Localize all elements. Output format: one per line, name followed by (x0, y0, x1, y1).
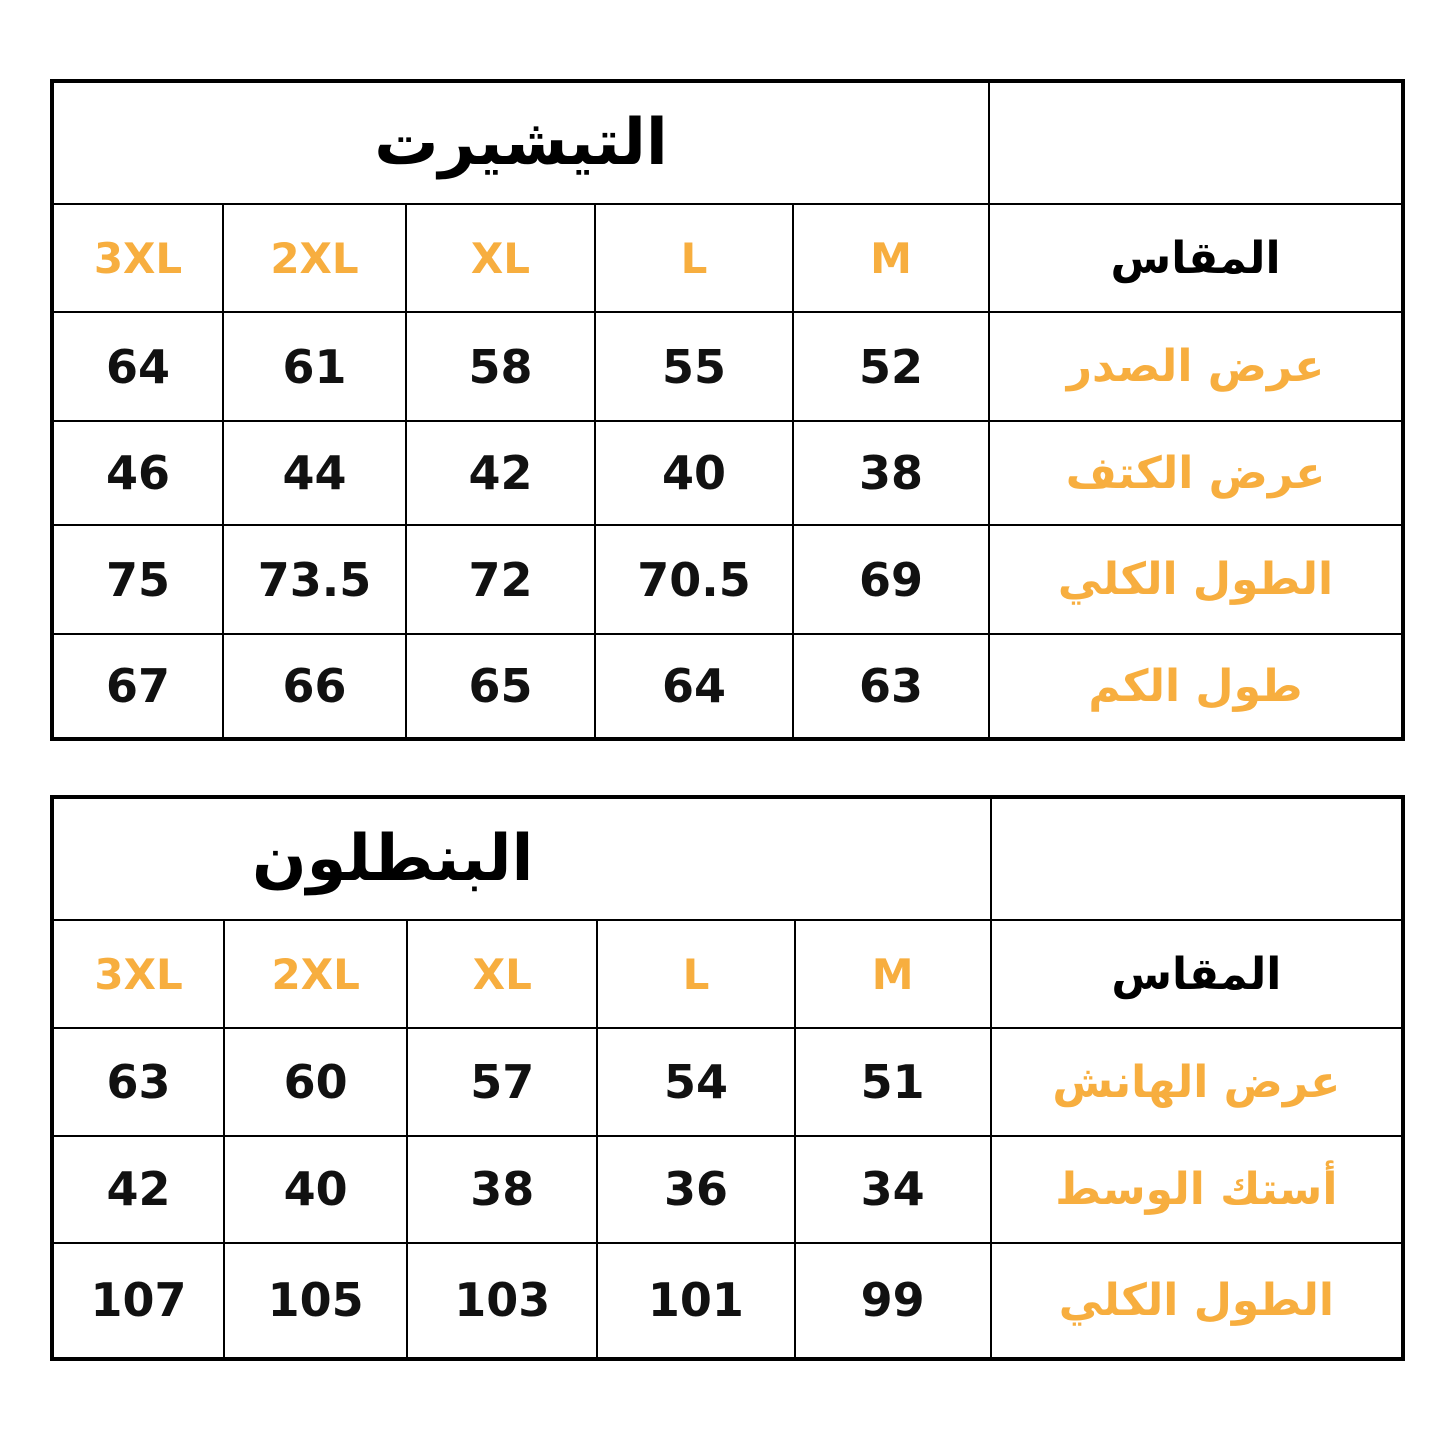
pants-length-2xl: 105 (224, 1243, 407, 1359)
tshirt-size-table (50, 79, 1405, 741)
tshirt-size-xl: XL (406, 204, 595, 312)
pants-waist-l: 36 (597, 1136, 794, 1242)
tshirt-length-m: 69 (793, 525, 989, 634)
pants-hip-label: عرض الهانش (991, 1028, 1403, 1136)
tshirt-size-3xl: 3XL (52, 204, 223, 312)
tshirt-length-xl: 72 (406, 525, 595, 634)
tshirt-sleeve-3xl: 67 (52, 634, 223, 739)
pants-title-row (52, 797, 1403, 920)
tshirt-shoulder-2xl: 44 (223, 421, 406, 525)
pants-size-3xl: 3XL (52, 920, 224, 1027)
table-row (52, 634, 1403, 739)
pants-waist-xl: 38 (407, 1136, 597, 1242)
tshirt-size-m: M (793, 204, 989, 312)
pants-size-l: L (597, 920, 794, 1027)
tshirt-size-header-row (52, 204, 1403, 312)
tshirt-size-label: المقاس (989, 204, 1403, 312)
table-row (52, 1243, 1403, 1359)
tshirt-chest-l: 55 (595, 312, 793, 421)
tshirt-length-3xl: 75 (52, 525, 223, 634)
pants-title-blank-cell (991, 797, 1403, 920)
table-row (52, 312, 1403, 421)
pants-size-table (50, 795, 1405, 1361)
tshirt-shoulder-m: 38 (793, 421, 989, 525)
tshirt-shoulder-xl: 42 (406, 421, 595, 525)
tshirt-length-l: 70.5 (595, 525, 793, 634)
pants-size-header-row (52, 920, 1403, 1027)
pants-hip-l: 54 (597, 1028, 794, 1136)
tshirt-shoulder-3xl: 46 (52, 421, 223, 525)
tshirt-size-2xl: 2XL (223, 204, 406, 312)
pants-length-label: الطول الكلي (991, 1243, 1403, 1359)
pants-size-xl: XL (407, 920, 597, 1027)
tshirt-chest-xl: 58 (406, 312, 595, 421)
tshirt-sleeve-2xl: 66 (223, 634, 406, 739)
pants-hip-m: 51 (795, 1028, 991, 1136)
tshirt-sleeve-label: طول الكم (989, 634, 1403, 739)
pants-waist-3xl: 42 (52, 1136, 224, 1242)
pants-length-l: 101 (597, 1243, 794, 1359)
table-row (52, 421, 1403, 525)
pants-waist-m: 34 (795, 1136, 991, 1242)
pants-length-m: 99 (795, 1243, 991, 1359)
table-row (52, 1028, 1403, 1136)
tshirt-chest-3xl: 64 (52, 312, 223, 421)
tshirt-title-row (52, 81, 1403, 204)
tshirt-title: التيشيرت (52, 81, 989, 204)
pants-size-2xl: 2XL (224, 920, 407, 1027)
table-row (52, 525, 1403, 634)
tshirt-length-2xl: 73.5 (223, 525, 406, 634)
tshirt-chest-m: 52 (793, 312, 989, 421)
tshirt-chest-2xl: 61 (223, 312, 406, 421)
tshirt-shoulder-label: عرض الكتف (989, 421, 1403, 525)
tshirt-size-l: L (595, 204, 793, 312)
pants-waist-label: أستك الوسط (991, 1136, 1403, 1242)
pants-hip-xl: 57 (407, 1028, 597, 1136)
tshirt-sleeve-m: 63 (793, 634, 989, 739)
pants-size-label: المقاس (991, 920, 1403, 1027)
pants-length-xl: 103 (407, 1243, 597, 1359)
pants-waist-2xl: 40 (224, 1136, 407, 1242)
pants-size-m: M (795, 920, 991, 1027)
pants-hip-2xl: 60 (224, 1028, 407, 1136)
tshirt-shoulder-l: 40 (595, 421, 793, 525)
tshirt-sleeve-l: 64 (595, 634, 793, 739)
table-row (52, 1136, 1403, 1242)
tshirt-chest-label: عرض الصدر (989, 312, 1403, 421)
tshirt-sleeve-xl: 65 (406, 634, 595, 739)
tshirt-title-blank-cell (989, 81, 1403, 204)
pants-hip-3xl: 63 (52, 1028, 224, 1136)
pants-length-3xl: 107 (52, 1243, 224, 1359)
pants-title: البنطلون (52, 797, 991, 920)
tshirt-length-label: الطول الكلي (989, 525, 1403, 634)
